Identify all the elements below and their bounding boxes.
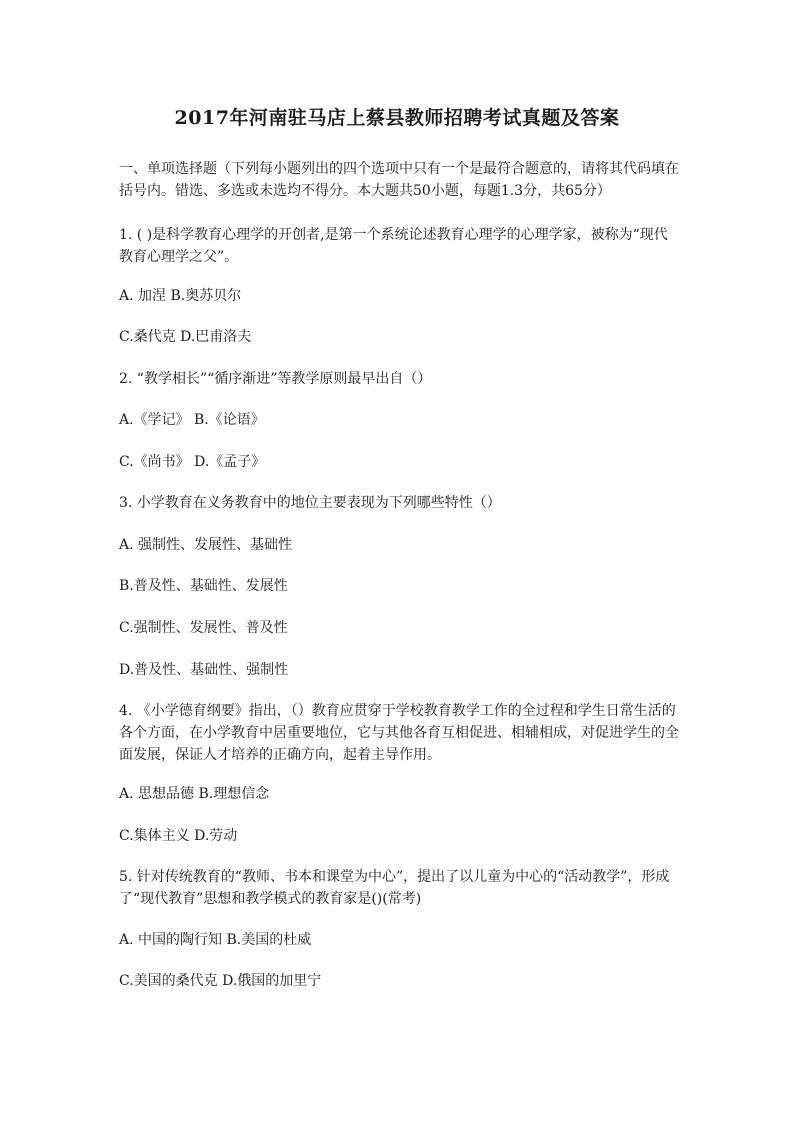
- question-3-option-d: D.普及性、基础性、强制性: [119, 662, 289, 678]
- question-4-option-line-1: A. 思想品德 B.理想信念: [119, 786, 270, 802]
- question-2-option-line-1: A.《学记》 B.《论语》: [119, 412, 265, 428]
- question-1-option-line-2: C.桑代克 D.巴甫洛夫: [119, 329, 252, 345]
- question-5-option-line-1: A. 中国的陶行知 B.美国的杜威: [119, 932, 312, 948]
- question-1-stem: 1. ( )是科学教育心理学的开创者,是第一个系统论述教育心理学的心理学家，被称为“现代教育心理学之父”。: [119, 227, 668, 265]
- question-2-option-line-2: C.《尚书》 D.《孟子》: [119, 454, 266, 470]
- document-title: 2017年河南驻马店上蔡县教师招聘考试真题及答案: [174, 107, 620, 129]
- question-3-option-c: C.强制性、发展性、普及性: [119, 620, 288, 636]
- question-4-option-line-2: C.集体主义 D.劳动: [119, 828, 238, 844]
- question-5-option-line-2: C.美国的桑代克 D.俄国的加里宁: [119, 973, 322, 989]
- question-2-stem: 2. “教学相长”“循序渐进”等教学原则最早出自（）: [119, 371, 432, 387]
- question-3-option-b: B.普及性、基础性、发展性: [119, 578, 288, 594]
- section-heading: 一、单项选择题（下列每小题列出的四个选项中只有一个是最符合题意的，请将其代码填在括号内。错选、多选或未选均不得分。本大题共50小题，每题1.3分，共65分）: [119, 161, 679, 199]
- question-3-option-a: A. 强制性、发展性、基础性: [119, 537, 293, 553]
- question-4-stem: 4. 《小学德育纲要》指出，（）教育应贯穿于学校教育教学工作的全过程和学生日常生活的各个方面，在小学教育中居重要地位，它与其他各育互相促进、相辅相成，对促进学生的全面发展，保证人才培养的正确方向，起着主导作用。: [119, 703, 679, 763]
- question-3-stem: 3. 小学教育在义务教育中的地位主要表现为下列哪些特性（）: [119, 495, 501, 511]
- question-1-option-line-1: A. 加涅 B.奥苏贝尔: [119, 288, 242, 304]
- question-5-stem: 5. 针对传统教育的“教师、书本和课堂为中心”，提出了以儿童为中心的“活动教学”，形成了“现代教育”思想和教学模式的教育家是()(常考): [119, 869, 670, 907]
